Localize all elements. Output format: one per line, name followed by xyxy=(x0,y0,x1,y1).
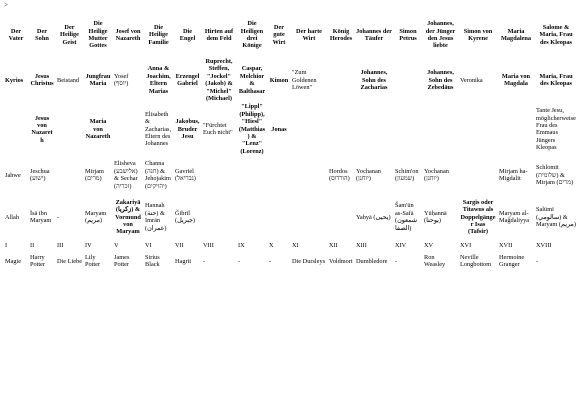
table-cell xyxy=(459,156,497,194)
table-cell: Jesus Christus xyxy=(30,72,54,88)
table-cell xyxy=(202,195,236,239)
table-cell xyxy=(291,195,327,239)
table-cell: "Zum Goldenen Löwen" xyxy=(292,69,317,91)
table-cell xyxy=(4,103,28,155)
header-cell: Hirten auf dem Feld xyxy=(204,27,234,42)
table-cell xyxy=(291,103,327,155)
header-cell: Der Vater xyxy=(8,27,24,42)
table-cell: Ron Weasley xyxy=(424,253,446,269)
table-cell: XII xyxy=(329,241,338,249)
table-cell: Yochanan (יוחנן) xyxy=(356,167,381,183)
table-cell: Mirjam ha-Migdalit xyxy=(499,167,528,183)
table-cell: XIII xyxy=(356,241,367,249)
header-cell: Maria Magdalena xyxy=(500,27,532,42)
table-cell: IV xyxy=(85,241,92,249)
header-cell: Salome & Maria, Frau des Kleopas xyxy=(539,23,573,46)
table-cell: Yochanan (יוחנן) xyxy=(424,167,449,183)
table-cell: Anna & Joachim, Eltern Marias xyxy=(146,65,171,95)
table-cell: Schlomit (שלומית) & Mirjam (מרים) xyxy=(536,164,574,186)
table-cell: Dumbledore xyxy=(356,257,388,265)
table-cell xyxy=(268,195,290,239)
table-cell: XVIII xyxy=(536,241,552,249)
table-cell xyxy=(202,156,236,194)
table-cell: Lily Potter xyxy=(85,253,101,269)
header-cell: Die Heilige Mutter Gottes xyxy=(88,20,108,50)
table-cell: Beistand xyxy=(57,76,80,84)
table-cell xyxy=(268,156,290,194)
table-cell: Schim'on (שמעון) xyxy=(395,167,419,183)
table-row xyxy=(4,58,577,102)
table-cell xyxy=(328,103,354,155)
table-cell: Johannes, Sohn des Zacharias xyxy=(360,69,388,91)
table-cell xyxy=(459,103,497,155)
header-cell: Der Sohn xyxy=(35,27,49,42)
table-cell: - xyxy=(203,257,206,265)
header-cell: Die Heiligen drei Könige xyxy=(240,20,264,50)
table-cell: VIII xyxy=(203,241,214,249)
table-cell xyxy=(237,156,267,194)
comparison-table xyxy=(3,12,578,272)
header-cell: Die Heilige Familie xyxy=(148,23,169,46)
table-cell: James Potter xyxy=(114,253,130,269)
table-cell: Hermoine Granger xyxy=(499,253,525,269)
table-cell: Tante Jesu, möglicherweise Frau des Emmaus Jüngers Kleopas xyxy=(536,107,576,152)
table-cell xyxy=(355,103,393,155)
table-cell xyxy=(291,156,327,194)
header-cell: Johannes, der Jünger den Jesus liebte xyxy=(425,20,456,50)
table-cell: X xyxy=(269,241,274,249)
table-row xyxy=(4,103,577,155)
table-cell: XVII xyxy=(499,241,513,249)
table-cell: Gavriel (גבריאל) xyxy=(175,167,196,183)
table-row xyxy=(4,156,577,194)
table-cell: VII xyxy=(175,241,184,249)
table-cell: Kyrios xyxy=(5,76,24,84)
table-cell: Ruprecht, Steffen, "Jockel" (Jakob) & "Michel" (Michael) xyxy=(205,58,233,103)
table-cell: Mirjam (מרים) xyxy=(85,167,104,183)
table-cell: Ǧibrīl (جبريل) xyxy=(175,209,196,225)
header-cell: Der harte Wirt xyxy=(296,27,322,42)
table-cell: Jeschua (ישוע) xyxy=(30,167,50,183)
table-cell: Sirius Black xyxy=(145,253,160,269)
table-cell: XIV xyxy=(395,241,407,249)
table-cell: Magie xyxy=(5,257,22,265)
table-cell xyxy=(113,103,143,155)
table-cell: - xyxy=(57,213,60,221)
header-cell: Der Heilige Geist xyxy=(60,23,79,46)
header-cell: Josef von Nazareth xyxy=(115,27,141,42)
table-cell: Hannah (حنة) & Imrān (عمران) xyxy=(145,202,167,232)
header-cell: König Herodes xyxy=(329,27,353,42)
table-cell: Maryam al-Maǧdaliyya xyxy=(499,209,530,225)
table-cell: Harry Potter xyxy=(30,253,46,269)
table-cell: II xyxy=(30,241,35,249)
table-cell: Maria, Frau des Kleopas xyxy=(539,72,573,88)
header-cell: Johannes der Täufer xyxy=(356,27,392,42)
table-row xyxy=(4,251,577,271)
table-cell: Elisabeth & Zacharias, Eltern des Johannes xyxy=(145,110,172,148)
table-cell: Erzengel Gabriel xyxy=(175,72,200,88)
table-cell: XV xyxy=(424,241,434,249)
table-cell: Šam'ūn as-Safā (شمعون الصفا) xyxy=(395,202,417,232)
table-cell: Hagrit xyxy=(175,257,192,265)
table-cell: Zakariyā (زكريا) & Vormund von Maryam xyxy=(115,198,141,236)
table-cell: VI xyxy=(145,241,152,249)
table-cell: I xyxy=(5,241,8,249)
table-cell: "Fürchtet Euch nicht" xyxy=(203,121,233,137)
header-cell: Simon von Kyrene xyxy=(463,27,493,42)
table-row xyxy=(4,240,577,250)
table-cell: Allah xyxy=(5,213,19,221)
table-cell: Neville Longbottom xyxy=(460,253,492,269)
table-cell: Johannes, Sohn des Zebedäus xyxy=(427,69,454,91)
table-cell xyxy=(237,195,267,239)
table-cell xyxy=(498,103,534,155)
table-cell xyxy=(328,195,354,239)
table-row xyxy=(4,195,577,239)
table-cell: "Lippl" (Philipp), "Hiesl" (Matthias) & "Lenz" (Lorenz) xyxy=(238,103,266,155)
table-cell xyxy=(328,58,354,102)
table-cell: Jesus von Nazareth xyxy=(31,114,53,144)
table-cell: XI xyxy=(292,241,299,249)
table-cell: Īsā ibn Maryam xyxy=(30,209,52,225)
table-cell: Yosef (יוסף) xyxy=(114,72,129,88)
table-cell: Salūmī (سالومي) & Maryam (مريم) xyxy=(536,206,576,228)
table-cell: Die Liebe xyxy=(57,257,82,265)
header-cell: Die Engel xyxy=(179,27,196,42)
table-cell: Maria von Magdala xyxy=(501,72,531,88)
table-cell: Channa (חנה) & Jehojakim (יהויקים) xyxy=(145,160,171,190)
table-cell: - xyxy=(536,257,539,265)
table-cell xyxy=(394,58,422,102)
table-cell: Voldmort xyxy=(329,257,353,265)
table-cell: Veronika xyxy=(460,76,483,84)
table-cell xyxy=(56,156,83,194)
table-cell: Caspar, Melchior & Balthasar xyxy=(238,65,266,95)
table-cell: IX xyxy=(238,241,245,249)
table-cell: XVI xyxy=(460,241,472,249)
table-cell xyxy=(394,103,422,155)
table-cell: Die Dursleys xyxy=(292,257,326,265)
table-cell xyxy=(56,103,83,155)
header-cell: Simon Petrus xyxy=(399,27,417,42)
table-cell: Yahyā (يحيى) xyxy=(356,213,391,221)
table-cell: - xyxy=(395,257,398,265)
table-cell: Maria von Nazareth xyxy=(85,118,111,141)
table-cell: Hordos (הורדוס) xyxy=(329,167,350,183)
table-cell: Jakobus, Bruder Jesu xyxy=(175,118,200,141)
prompt-symbol: > xyxy=(4,1,8,9)
table-cell: Elisheva (אלישבע) & Sechar (זכריה) xyxy=(114,160,138,190)
table-cell: III xyxy=(57,241,64,249)
table-cell: Jahwe xyxy=(5,171,21,179)
table-cell: Yūḥannā (يوحنا) xyxy=(424,209,447,225)
table-cell: V xyxy=(114,241,119,249)
table-cell: Maryam (مريم) xyxy=(85,209,107,225)
header-row xyxy=(4,13,577,57)
table-cell: Kimon xyxy=(269,76,289,84)
table-cell: Sargis oder Titawus als Doppelgänger Isas (Tafsir) xyxy=(460,198,496,236)
table-cell: Jungfrau Maria xyxy=(85,72,111,88)
table-cell: - xyxy=(269,257,272,265)
table-cell: - xyxy=(238,257,241,265)
table-cell: Jonas xyxy=(271,125,287,133)
table-cell xyxy=(423,103,458,155)
header-cell: Der gute Wirt xyxy=(272,23,286,46)
